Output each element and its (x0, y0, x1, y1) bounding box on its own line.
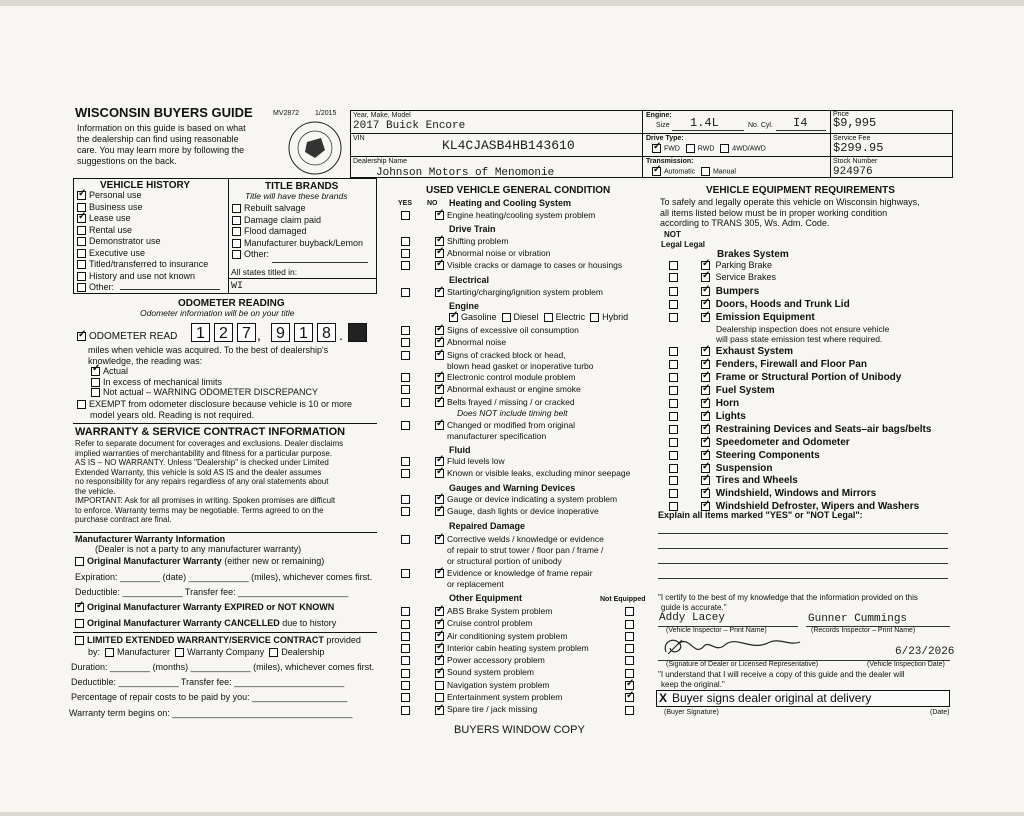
buyers-guide-form: WISCONSIN BUYERS GUIDE MV2872 1/2015 Information on this guide is based on what the dealership can find using reasonable care. You may learn more by following the suggestions on the back. Year, Make, Model 2017 Buick Encore VIN KL4CJASB4HB143610 Dealership Name Johnson Motors of Menomonie Engine: Size 1.4L No. Cyl. I4 Drive Type: ✓FWD RWD 4WD/AWD Transmission: ✓Automatic Manual Price $9,995 Service Fee $299.95 Stock Number 924976 VEHICLE HISTORY ✓Personal use Business use ✓Lease use Rental use Demonstrator use Executive use Titled/transferred to insurance History and use not known Other: TITLE BRANDS Title will have these brands Rebuilt salvage Damage claim paid Flood damaged Manufacturer buyback/Lemon Other: All states titled in: WI ODOMETER READING Odometer information will be on your title ✓ODOMETER READ 1 2 7 , 9 1 8 . miles when vehicle was acquired. To the best of dealership's knowledge, the reading was: ✓Actual In excess of mechanical limits Not actual – WARNING ODOMETER DISCREPANCY EXEMPT from odometer disclosure because vehicle is 10 or more model years old. Reading is not required. WARRANTY & SERVICE CONTRACT INFORMATION Refer to separate document for coverages and exclusions. Dealer disclaims implied warranties of merchantability and fitness for a particular purpose. AS IS – NO WARRANTY. Unless "Dealership" is checked under Limited Extended Warranty, this vehicle is sold AS IS and the dealer assumes no responsibility for any repairs regardless of any oral statements about the vehicle. IMPORTANT: Ask for all promises in writing. Spoken promises are difficult to enforce. Warranty terms may be negotiable. Terms agreed to on the purchase contract are final. Manufacturer Warranty Information (Dealer is not a party to any manufacturer warranty) Original Manufacturer Warranty (either new or remaining) Expiration: ________ (date) ____________ (miles), whichever comes first. Deductible: ____________ Transfer fee: ______________________ ✓Original Manufacturer Warranty EXPIRED or NOT KNOWN Original Manufacturer Warranty CANCELLED due to history LIMITED EXTENDED WARRANTY/SERVICE CONTRACT provided by: Manufacturer Warranty Company Dealership Duration: ________ (months) ____________ (miles), whichever comes first. Deductible: ____________ Transfer fee: ______________________ Percentage of repair costs to be paid by you: ___________________ Warranty term begins on: ____________________________________ USED VEHICLE GENERAL CONDITION YES NO Heating and Cooling System ✓Engine heating/cooling system problem Drive Train ✓Shifting problem ✓Abnormal noise or vibration ✓Visible cracks or damage to cases or housings Electrical ✓Starting/charging/ignition system problem Engine ✓Gasoline Diesel Electric Hybrid ✓Signs of excessive oil consumption ✓Abnormal noise ✓Signs of cracked block or head, blown head gasket or inoperative turbo ✓Electronic control module problem ✓Abnormal exhaust or engine smoke ✓Belts frayed / missing / or cracked Does NOT include timing belt ✓Changed or modified from original manufacturer specification Fluid ✓Fluid levels low ✓Known or visible leaks, excluding minor seepage Gauges and Warning Devices ✓Gauge or device indicating a system problem ✓Gauge, dash lights or device inoperative Repaired Damage ✓Corrective welds / knowledge or evidence of repair to strut tower / floor pan / frame / or structural portion of unibody ✓Evidence or knowledge of frame repair or replacement Other Equipment Not Equipped ✓ABS Brake System problem ✓Cruise control problem ✓Air conditioning system problem ✓Interior cabin heating system problem ✓Power accessory problem ✓Sound system problem Navigation system problem Entertainment system problem ✓Spare tire / jack missing ✓ ✓ VEHICLE EQUIPMENT REQUIREMENTS To safely and legally operate this vehicle on Wisconsin highways, all items listed below must be in proper working condition according to TRANS 305, Ws. Adm. Code. NOT Legal Legal Brakes System ✓ Parking Brake ✓ Service Brakes ✓ Bumpers ✓ Doors, Hoods and Trunk Lid ✓ Emission Equipment Dealership inspection does not ensure vehicle will pass state emission test where required. ✓ Exhaust System ✓ Fenders, Firewall and Floor Pan ✓ Frame or Structural Portion of Unibody ✓ Fuel System ✓ Horn ✓ Lights ✓ Restraining Devices and Seats–air bags/belts ✓ Speedometer and Odometer ✓ Steering Components ✓ Suspension ✓ Tires and Wheels ✓ Windshield, Windows and Mirrors ✓ Windshield Defroster, Wipers and Washers Explain all items marked "YES" or "NOT Legal": "I certify to the best of my knowledge that the information provided on this guide is accurate." Addy Lacey (Vehicle Inspector – Print Name) Gunner Cummings (Records Inspector – Print Name) 6/23/2026 (Signature of Dealer or Licensed Representative) (Vehicle Inspection Date) "I understand that I will receive a copy of this guide and the dealer will keep the original." X Buyer signs dealer original at delivery (Buyer Signature) (Date) BUYERS WINDOW COPY (0, 6, 1024, 812)
checked-checkbox[interactable] (701, 313, 710, 322)
odometer-excess-checkbox[interactable] (91, 378, 100, 387)
checkbox[interactable] (401, 644, 410, 653)
history-personal-checkbox[interactable] (77, 191, 86, 200)
checkbox[interactable] (401, 385, 410, 394)
odometer-exempt-checkbox[interactable] (77, 400, 86, 409)
condition-row: ✓Gauge or device indicating a system problem (401, 495, 617, 504)
checked-checkbox[interactable] (701, 273, 710, 282)
vehicle-inspector-name: Addy Lacey (659, 612, 726, 624)
odometer-read-checkbox[interactable] (77, 332, 86, 341)
checked-checkbox[interactable] (435, 706, 444, 715)
brand-other-checkbox[interactable] (232, 250, 241, 259)
condition-row: ✓Belts frayed / missing / or cracked Does NOT include timing belt (401, 397, 575, 419)
odometer-digit: 9 (271, 323, 290, 342)
checkbox[interactable] (669, 464, 678, 473)
warranty-original-remaining-checkbox[interactable] (75, 557, 84, 566)
checkbox[interactable] (401, 398, 410, 407)
checked-checkbox[interactable] (435, 656, 444, 665)
dealer-signature (660, 632, 810, 662)
checked-checkbox[interactable] (701, 451, 710, 460)
condition-row: ✓Changed or modified from original manufacturer specification (401, 420, 575, 442)
checked-checkbox[interactable] (701, 261, 710, 270)
checkbox[interactable] (669, 489, 678, 498)
checkbox[interactable] (401, 457, 410, 466)
history-demonstrator-checkbox[interactable] (77, 237, 86, 246)
form-intro: Information on this guide is based on what the dealership can find using reasonable care. You may learn more by following the suggestions on the back. (77, 123, 246, 166)
checkbox[interactable] (625, 706, 634, 715)
checked-checkbox[interactable] (435, 607, 444, 616)
checked-checkbox[interactable] (701, 425, 710, 434)
form-number: MV2872 (273, 110, 300, 117)
checkbox[interactable] (669, 287, 678, 296)
checkbox[interactable] (669, 386, 678, 395)
odometer-digit: 8 (317, 323, 336, 342)
title-brands-title: TITLE BRANDS (265, 181, 339, 192)
explain-label: Explain all items marked "YES" or "NOT Legal": (658, 510, 863, 520)
odometer-not-actual-checkbox[interactable] (91, 388, 100, 397)
checked-checkbox[interactable] (701, 373, 710, 382)
explain-line[interactable] (658, 548, 948, 549)
trans-automatic-checkbox[interactable] (652, 167, 661, 176)
buyer-signature-text: Buyer signs dealer original at delivery (672, 691, 872, 705)
condition-row: ✓Signs of excessive oil consumption (401, 326, 579, 335)
limited-warranty-checkbox[interactable] (75, 636, 84, 645)
buyer-acknowledgement: "I understand that I will receive a copy of this guide and the dealer will keep the original." (658, 670, 905, 689)
odometer-digit: 1 (191, 323, 210, 342)
condition-row: ✓Starting/charging/ignition system problem (401, 288, 603, 297)
history-executive-checkbox[interactable] (77, 249, 86, 258)
trans-manual-checkbox[interactable] (701, 167, 710, 176)
checked-checkbox[interactable] (435, 237, 444, 246)
checked-checkbox[interactable] (701, 438, 710, 447)
checkbox[interactable] (625, 607, 634, 616)
checkbox[interactable] (669, 300, 678, 309)
checked-checkbox[interactable] (435, 535, 444, 544)
odometer-title: ODOMETER READING (178, 298, 285, 309)
checked-checkbox[interactable] (701, 287, 710, 296)
odometer-digit: 7 (237, 323, 256, 342)
records-inspector-name: Gunner Cummings (808, 613, 908, 625)
warranty-expired-checkbox[interactable] (75, 603, 84, 612)
odometer-digit: 2 (214, 323, 233, 342)
condition-title: USED VEHICLE GENERAL CONDITION (426, 185, 611, 196)
condition-row: ✓Abnormal exhaust or engine smoke (401, 385, 581, 394)
checkbox[interactable] (401, 373, 410, 382)
not-equipped-column (625, 605, 637, 716)
checkbox[interactable] (401, 261, 410, 270)
checkbox[interactable] (625, 620, 634, 629)
checkbox[interactable] (625, 644, 634, 653)
condition-row: ✓Corrective welds / knowledge or evidence of repair to strut tower / floor pan / frame / or structural portion of unibody (401, 534, 604, 567)
cylinders-value: I4 (793, 116, 808, 130)
warranty-cancelled-checkbox[interactable] (75, 619, 84, 628)
checkbox[interactable] (401, 351, 410, 360)
checked-checkbox[interactable] (701, 464, 710, 473)
checked-checkbox[interactable] (435, 644, 444, 653)
checkbox[interactable] (669, 313, 678, 322)
checked-checkbox[interactable] (435, 507, 444, 516)
deductible-field[interactable]: Deductible: ____________ Transfer fee: ______________________ (75, 587, 349, 597)
certification-text: "I certify to the best of my knowledge that the information provided on this guide is accurate." (658, 593, 918, 612)
checked-checkbox[interactable] (435, 569, 444, 578)
warranty-term-field[interactable]: Warranty term begins on: ____________________________________ (69, 708, 353, 718)
checked-checkbox[interactable] (435, 261, 444, 270)
checkbox[interactable] (435, 693, 444, 702)
price-value: $9,995 (833, 116, 877, 130)
by-dealership-checkbox[interactable] (269, 648, 278, 657)
checkbox[interactable] (401, 632, 410, 641)
checkbox[interactable] (669, 261, 678, 270)
condition-row: ✓Abnormal noise (401, 338, 506, 347)
checkbox[interactable] (669, 438, 678, 447)
checked-checkbox[interactable] (435, 469, 444, 478)
equipment-intro: To safely and legally operate this vehicle on Wisconsin highways, all items listed below must be in proper working condition according to TRANS 305, Ws. Adm. Code. (660, 197, 920, 228)
checkbox[interactable] (669, 425, 678, 434)
checked-checkbox[interactable] (701, 347, 710, 356)
vehicle-history-title: VEHICLE HISTORY (100, 180, 191, 191)
year-make-model-value: 2017 Buick Encore (353, 120, 466, 132)
checked-checkbox[interactable] (625, 681, 634, 690)
condition-row: ✓Evidence or knowledge of frame repair or replacement (401, 568, 593, 590)
explain-line[interactable] (658, 578, 948, 579)
checked-checkbox[interactable] (435, 398, 444, 407)
checked-checkbox[interactable] (701, 399, 710, 408)
checkbox[interactable] (401, 288, 410, 297)
title-brands-list: Rebuilt salvage Damage claim paid Flood damaged Manufacturer buyback/Lemon Other: (232, 203, 363, 261)
condition-row: ✓Electronic control module problem (401, 373, 576, 382)
by-warranty-company-checkbox[interactable] (175, 648, 184, 657)
checked-checkbox[interactable] (701, 489, 710, 498)
condition-row: ✓Gauge, dash lights or device inoperative (401, 507, 599, 516)
checked-checkbox[interactable] (435, 385, 444, 394)
condition-row: ✓Signs of cracked block or head, blown head gasket or inoperative turbo (401, 350, 593, 372)
vehicle-history-list: ✓Personal use Business use ✓Lease use Rental use Demonstrator use Executive use Titled/transferred to insurance History and use not known Other: (77, 190, 208, 294)
checkbox[interactable] (401, 507, 410, 516)
checkbox[interactable] (401, 338, 410, 347)
checkbox[interactable] (401, 656, 410, 665)
service-fee-value: $299.95 (833, 141, 884, 155)
checked-checkbox[interactable] (435, 373, 444, 382)
odometer-digit: 1 (294, 323, 313, 342)
brand-lemon-checkbox[interactable] (232, 239, 241, 248)
checkbox[interactable] (401, 211, 410, 220)
inspection-date-value: 6/23/2026 (895, 646, 955, 658)
states-titled-value: WI (231, 281, 244, 292)
explain-line[interactable] (658, 533, 948, 534)
brand-salvage-checkbox[interactable] (232, 204, 241, 213)
checked-checkbox[interactable] (435, 457, 444, 466)
deductible2-field[interactable]: Deductible: ____________ Transfer fee: ______________________ (71, 677, 345, 687)
odometer-statement: miles when vehicle was acquired. To the best of dealership's knowledge, the reading was: ✓Actual In excess of mechanical limits Not actual – WARNING ODOMETER DISCREPANCY (88, 345, 328, 398)
history-lease-checkbox[interactable] (77, 214, 86, 223)
checkbox[interactable] (401, 535, 410, 544)
history-other-checkbox[interactable] (77, 283, 86, 292)
checked-checkbox[interactable] (625, 693, 634, 702)
checkbox[interactable] (401, 569, 410, 578)
condition-row: ✓Fluid levels low (401, 457, 505, 466)
checkbox[interactable] (625, 632, 634, 641)
checked-checkbox[interactable] (449, 313, 458, 322)
condition-row: ✓Visible cracks or damage to cases or housings (401, 261, 622, 270)
drive-4wd-checkbox[interactable] (720, 144, 729, 153)
checkbox[interactable] (401, 620, 410, 629)
checked-checkbox[interactable] (435, 211, 444, 220)
stock-number-value: 924976 (833, 166, 873, 178)
vin-value: KL4CJASB4HB143610 (442, 138, 575, 153)
checked-checkbox[interactable] (435, 249, 444, 258)
history-insurance-checkbox[interactable] (77, 260, 86, 269)
checkbox[interactable] (401, 495, 410, 504)
checkbox[interactable] (669, 476, 678, 485)
drive-rwd-checkbox[interactable] (686, 144, 695, 153)
checkbox[interactable] (401, 706, 410, 715)
by-manufacturer-checkbox[interactable] (105, 648, 114, 657)
checkbox[interactable] (401, 693, 410, 702)
history-unknown-checkbox[interactable] (77, 272, 86, 281)
checkbox[interactable] (625, 669, 634, 678)
checked-checkbox[interactable] (435, 338, 444, 347)
form-date: 1/2015 (315, 110, 337, 117)
checked-checkbox[interactable] (435, 495, 444, 504)
checked-checkbox[interactable] (435, 351, 444, 360)
percentage-field[interactable]: Percentage of repair costs to be paid by you: ___________________ (71, 692, 348, 702)
checkbox[interactable] (401, 237, 410, 246)
checkbox[interactable] (669, 373, 678, 382)
other-equipment-list: ✓ABS Brake System problem ✓Cruise control problem ✓Air conditioning system problem ✓Interior cabin heating system problem ✓Power accessory problem ✓Sound system problem Navigation system problem Entertainment system problem ✓Spare tire / jack missing (401, 605, 589, 716)
equipment-title: VEHICLE EQUIPMENT REQUIREMENTS (706, 185, 895, 196)
checked-checkbox[interactable] (435, 421, 444, 430)
checked-checkbox[interactable] (435, 620, 444, 629)
dealer-name-value: Johnson Motors of Menomonie (376, 167, 555, 179)
checkbox[interactable] (669, 451, 678, 460)
brand-flood-checkbox[interactable] (232, 227, 241, 236)
wisconsin-dot-seal-icon (287, 120, 343, 176)
transmission-options: ✓Automatic Manual (652, 167, 736, 176)
checkbox[interactable] (502, 313, 511, 322)
checked-checkbox[interactable] (701, 386, 710, 395)
checkbox[interactable] (401, 326, 410, 335)
checkbox[interactable] (669, 347, 678, 356)
checked-checkbox[interactable] (435, 632, 444, 641)
fuel-type-options: ✓Gasoline Diesel Electric Hybrid (449, 313, 628, 323)
condition-row: ✓Engine heating/cooling system problem (401, 211, 595, 220)
warranty-title: WARRANTY & SERVICE CONTRACT INFORMATION (75, 426, 346, 438)
history-rental-checkbox[interactable] (77, 226, 86, 235)
checked-checkbox[interactable] (701, 360, 710, 369)
drive-fwd-checkbox[interactable] (652, 144, 661, 153)
duration-field[interactable]: Duration: ________ (months) ____________ (miles), whichever comes first. (71, 662, 375, 672)
checkbox[interactable] (401, 421, 410, 430)
odometer-actual-checkbox[interactable] (91, 367, 100, 376)
explain-line[interactable] (658, 563, 948, 564)
checkbox[interactable] (401, 469, 410, 478)
checked-checkbox[interactable] (701, 300, 710, 309)
checkbox[interactable] (669, 360, 678, 369)
expiration-field[interactable]: Expiration: ________ (date) ____________ (miles), whichever comes first. (75, 572, 373, 582)
checkbox[interactable] (401, 249, 410, 258)
checked-checkbox[interactable] (435, 326, 444, 335)
condition-row: ✓Shifting problem (401, 237, 508, 246)
checkbox[interactable] (590, 313, 599, 322)
condition-row: ✓Abnormal noise or vibration (401, 249, 550, 258)
checkbox[interactable] (544, 313, 553, 322)
checked-checkbox[interactable] (701, 412, 710, 421)
warranty-disclaimer: Refer to separate document for coverages and exclusions. Dealer disclaims implied warranties of merchantability and fitness for a particular purpose. AS IS – NO WARRANTY. Unless "Dealership" is checked under Limited Extended Warranty, this vehicle is sold AS IS and the dealer assumes no responsibility for any repairs regardless of any oral statements about the vehicle. IMPORTANT: Ask for all promises in writing. Spoken promises are difficult to enforce. Warranty terms may be negotiable. Terms agreed to on the purchase contract are final. (75, 439, 344, 524)
checkbox[interactable] (401, 607, 410, 616)
buyers-window-copy-footer: BUYERS WINDOW COPY (454, 724, 585, 736)
odometer-tenths-digit (348, 323, 367, 342)
checked-checkbox[interactable] (701, 476, 710, 485)
form-title: WISCONSIN BUYERS GUIDE (75, 105, 253, 120)
checkbox[interactable] (401, 669, 410, 678)
checkbox[interactable] (401, 681, 410, 690)
checkbox[interactable] (669, 273, 678, 282)
checked-checkbox[interactable] (435, 669, 444, 678)
condition-row: ✓Known or visible leaks, excluding minor seepage (401, 469, 630, 478)
checkbox[interactable] (669, 412, 678, 421)
checkbox[interactable] (669, 399, 678, 408)
checked-checkbox[interactable] (435, 288, 444, 297)
drive-type-options: ✓FWD RWD 4WD/AWD (652, 144, 766, 153)
checkbox[interactable] (625, 656, 634, 665)
brand-damage-checkbox[interactable] (232, 216, 241, 225)
checkbox[interactable] (435, 681, 444, 690)
engine-size-value: 1.4L (690, 116, 719, 130)
